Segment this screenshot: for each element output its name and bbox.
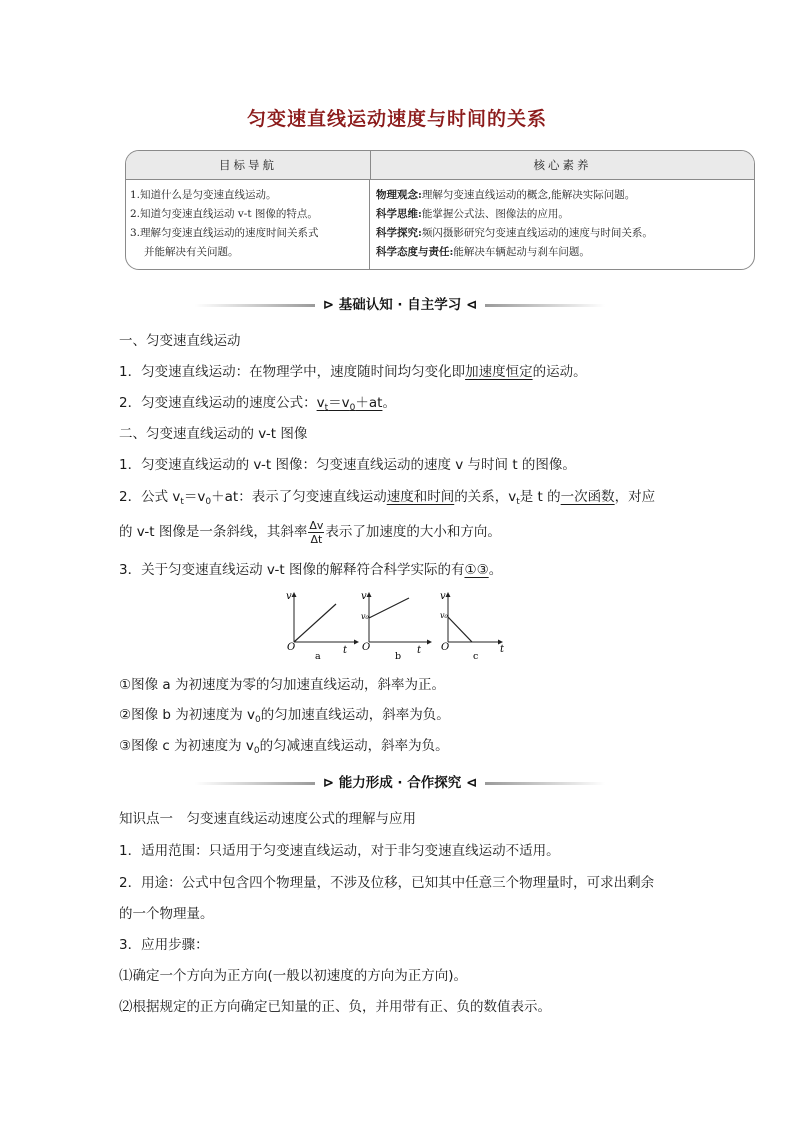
v-axis-arrow [292,592,297,597]
statement-3 [119,736,449,761]
goals-right-column [370,180,754,269]
underlined-answer: 一次函数 [560,489,615,505]
section-divider-ability [195,773,605,793]
paragraph-k2: 1．适用范围：只适用于匀变速直线运动，对于非匀变速直线运动不适用。 [119,843,560,859]
underlined-formula [317,395,383,411]
v-axis-arrow [446,592,451,597]
literacy-text: 理解匀变速直线运动的概念,能解决实际问题。 [421,189,636,201]
graph-caption: c [473,651,479,662]
origin-label: O [441,642,450,653]
goal-item: 并能解决有关问题。 [144,246,239,258]
text: ②图像 b 为初速度为 v [119,707,256,723]
literacy-item [376,243,754,262]
literacy-item [376,186,754,205]
origin-label: O [362,642,371,653]
paragraph-4 [119,487,655,512]
text: 3．关于匀变速直线运动 v-t 图像的解释符合科学实际的有 [119,562,465,578]
goals-left-column [126,180,370,269]
text: 是 t 的 [519,489,561,505]
goal-item: 3.理解匀变速直线运动的速度时间关系式 [130,227,319,239]
text: 。 [488,562,503,578]
paragraph-k5: 3．应用步骤： [119,937,209,953]
paragraph-k3: 2．用途：公式中包含四个物理量，不涉及位移，已知其中任意三个物理量时，可求出剩余 [119,875,655,891]
text: ③图像 c 为初速度为 v [119,738,254,754]
subscript: 0 [253,746,260,756]
paragraph-6 [119,560,502,580]
statement-2 [119,705,450,730]
literacy-head: 物理观念: [376,189,422,201]
text: ＝v [183,489,206,505]
divider-bar-left [195,304,315,307]
paragraph-k7: ⑵根据规定的正方向确定已知量的正、负，并用带有正、负的数值表示。 [119,999,551,1015]
text: 的运动。 [532,364,587,380]
fraction-numerator: Δv [309,518,324,532]
goal-item: 2.知道匀变速直线运动 v-t 图像的特点。 [130,208,318,220]
underlined-answer: 加速度恒定 [465,364,533,380]
goals-header-left: 目标导航 [126,151,371,179]
vt-graphs-figure [282,590,512,662]
v-axis-label: v [286,591,292,602]
text: 2．匀变速直线运动的速度公式： [119,395,317,411]
v0-label: v₀ [440,611,448,620]
literacy-head: 科学态度与责任: [376,246,454,258]
text: 表示了加速度的大小和方向。 [325,524,501,540]
graph-caption: b [395,651,402,662]
literacy-head: 科学探究: [376,227,422,239]
divider-bar-right [485,304,605,307]
paragraph-2 [119,393,396,418]
page-title: 匀变速直线运动速度与时间的关系 [246,108,547,130]
literacy-item [376,224,754,243]
literacy-text: 能解决车辆起动与刹车问题。 [453,246,590,258]
text: 2．公式 v [119,489,181,505]
goals-table-header [126,151,754,180]
formula-part: v [316,395,325,411]
formula-part: ＋at [355,395,383,411]
text: 的 v-t 图像是一条斜线，其斜率 [119,524,308,540]
t-axis-arrow [354,640,359,645]
fraction-denominator: Δt [310,532,323,546]
t-axis-arrow [427,640,432,645]
graph-b [361,591,432,662]
heading-1: 一、匀变速直线运动 [119,333,241,349]
t-axis-label: t [343,645,348,656]
origin-label: O [287,642,296,653]
text: 1．匀变速直线运动：在物理学中，速度随时间均匀变化即 [119,364,466,380]
subscript: t [324,403,329,413]
literacy-item [376,205,754,224]
underlined-answer: ①③ [464,562,489,578]
divider-bar-left [195,782,315,785]
paragraph-1 [119,362,587,382]
graph-line [294,604,336,642]
text: 的匀减速直线运动，斜率为负。 [259,738,449,754]
subscript: 0 [205,497,212,507]
graph-line [369,598,409,618]
divider-bar-right [485,782,605,785]
literacy-text: 频闪摄影研究匀变速直线运动的速度与时间关系。 [421,227,653,239]
knowledge-point-heading: 知识点一 匀变速直线运动速度公式的理解与应用 [119,811,416,827]
v0-label: v₀ [361,612,369,621]
v-axis-arrow [367,592,372,597]
graph-c [440,591,505,662]
graph-caption: a [315,651,321,662]
section-label: ⊳ 能力形成 · 合作探究 ⊲ [322,775,478,791]
paragraph-3: 1．匀变速直线运动的 v-t 图像：匀变速直线运动的速度 v 与时间 t 的图像。 [119,457,576,473]
subscript: 0 [255,715,261,725]
literacy-head: 科学思维: [376,208,422,220]
section-label: ⊳ 基础认知 · 自主学习 ⊲ [322,297,478,313]
heading-2: 二、匀变速直线运动的 v-t 图像 [119,426,308,442]
text: 。 [382,395,396,411]
text: ，对应 [614,489,656,505]
literacy-text: 能掌握公式法、图像法的应用。 [421,208,569,220]
t-axis-label: t [417,645,422,656]
formula-part: ＝v [328,395,350,411]
graph-a [286,591,359,662]
section-divider-basic [195,295,605,315]
graph-line [448,617,472,642]
goals-header-right: 核心素养 [533,158,592,172]
text: 的关系，v [454,489,517,505]
paragraph-k4: 的一个物理量。 [119,906,214,922]
subscript: 0 [349,403,356,413]
v-axis-label: v [440,591,446,602]
goals-table [125,150,755,270]
paragraph-k6: ⑴确定一个方向为正方向(一般以初速度的方向为正方向)。 [119,968,468,984]
v-axis-label: v [361,591,367,602]
subscript: t [180,497,184,507]
statement-1: ①图像 a 为初速度为零的匀加速直线运动，斜率为正。 [119,677,445,693]
underlined-answer: 速度和时间 [386,489,455,505]
subscript: t [516,497,520,507]
fraction [308,519,324,546]
text: 的匀加速直线运动，斜率为负。 [260,707,450,723]
paragraph-5 [119,516,501,548]
text: ＋at：表示了匀变速直线运动 [211,489,387,505]
t-axis-label: t [500,644,505,655]
goal-item: 1.知道什么是匀变速直线运动。 [130,189,277,201]
